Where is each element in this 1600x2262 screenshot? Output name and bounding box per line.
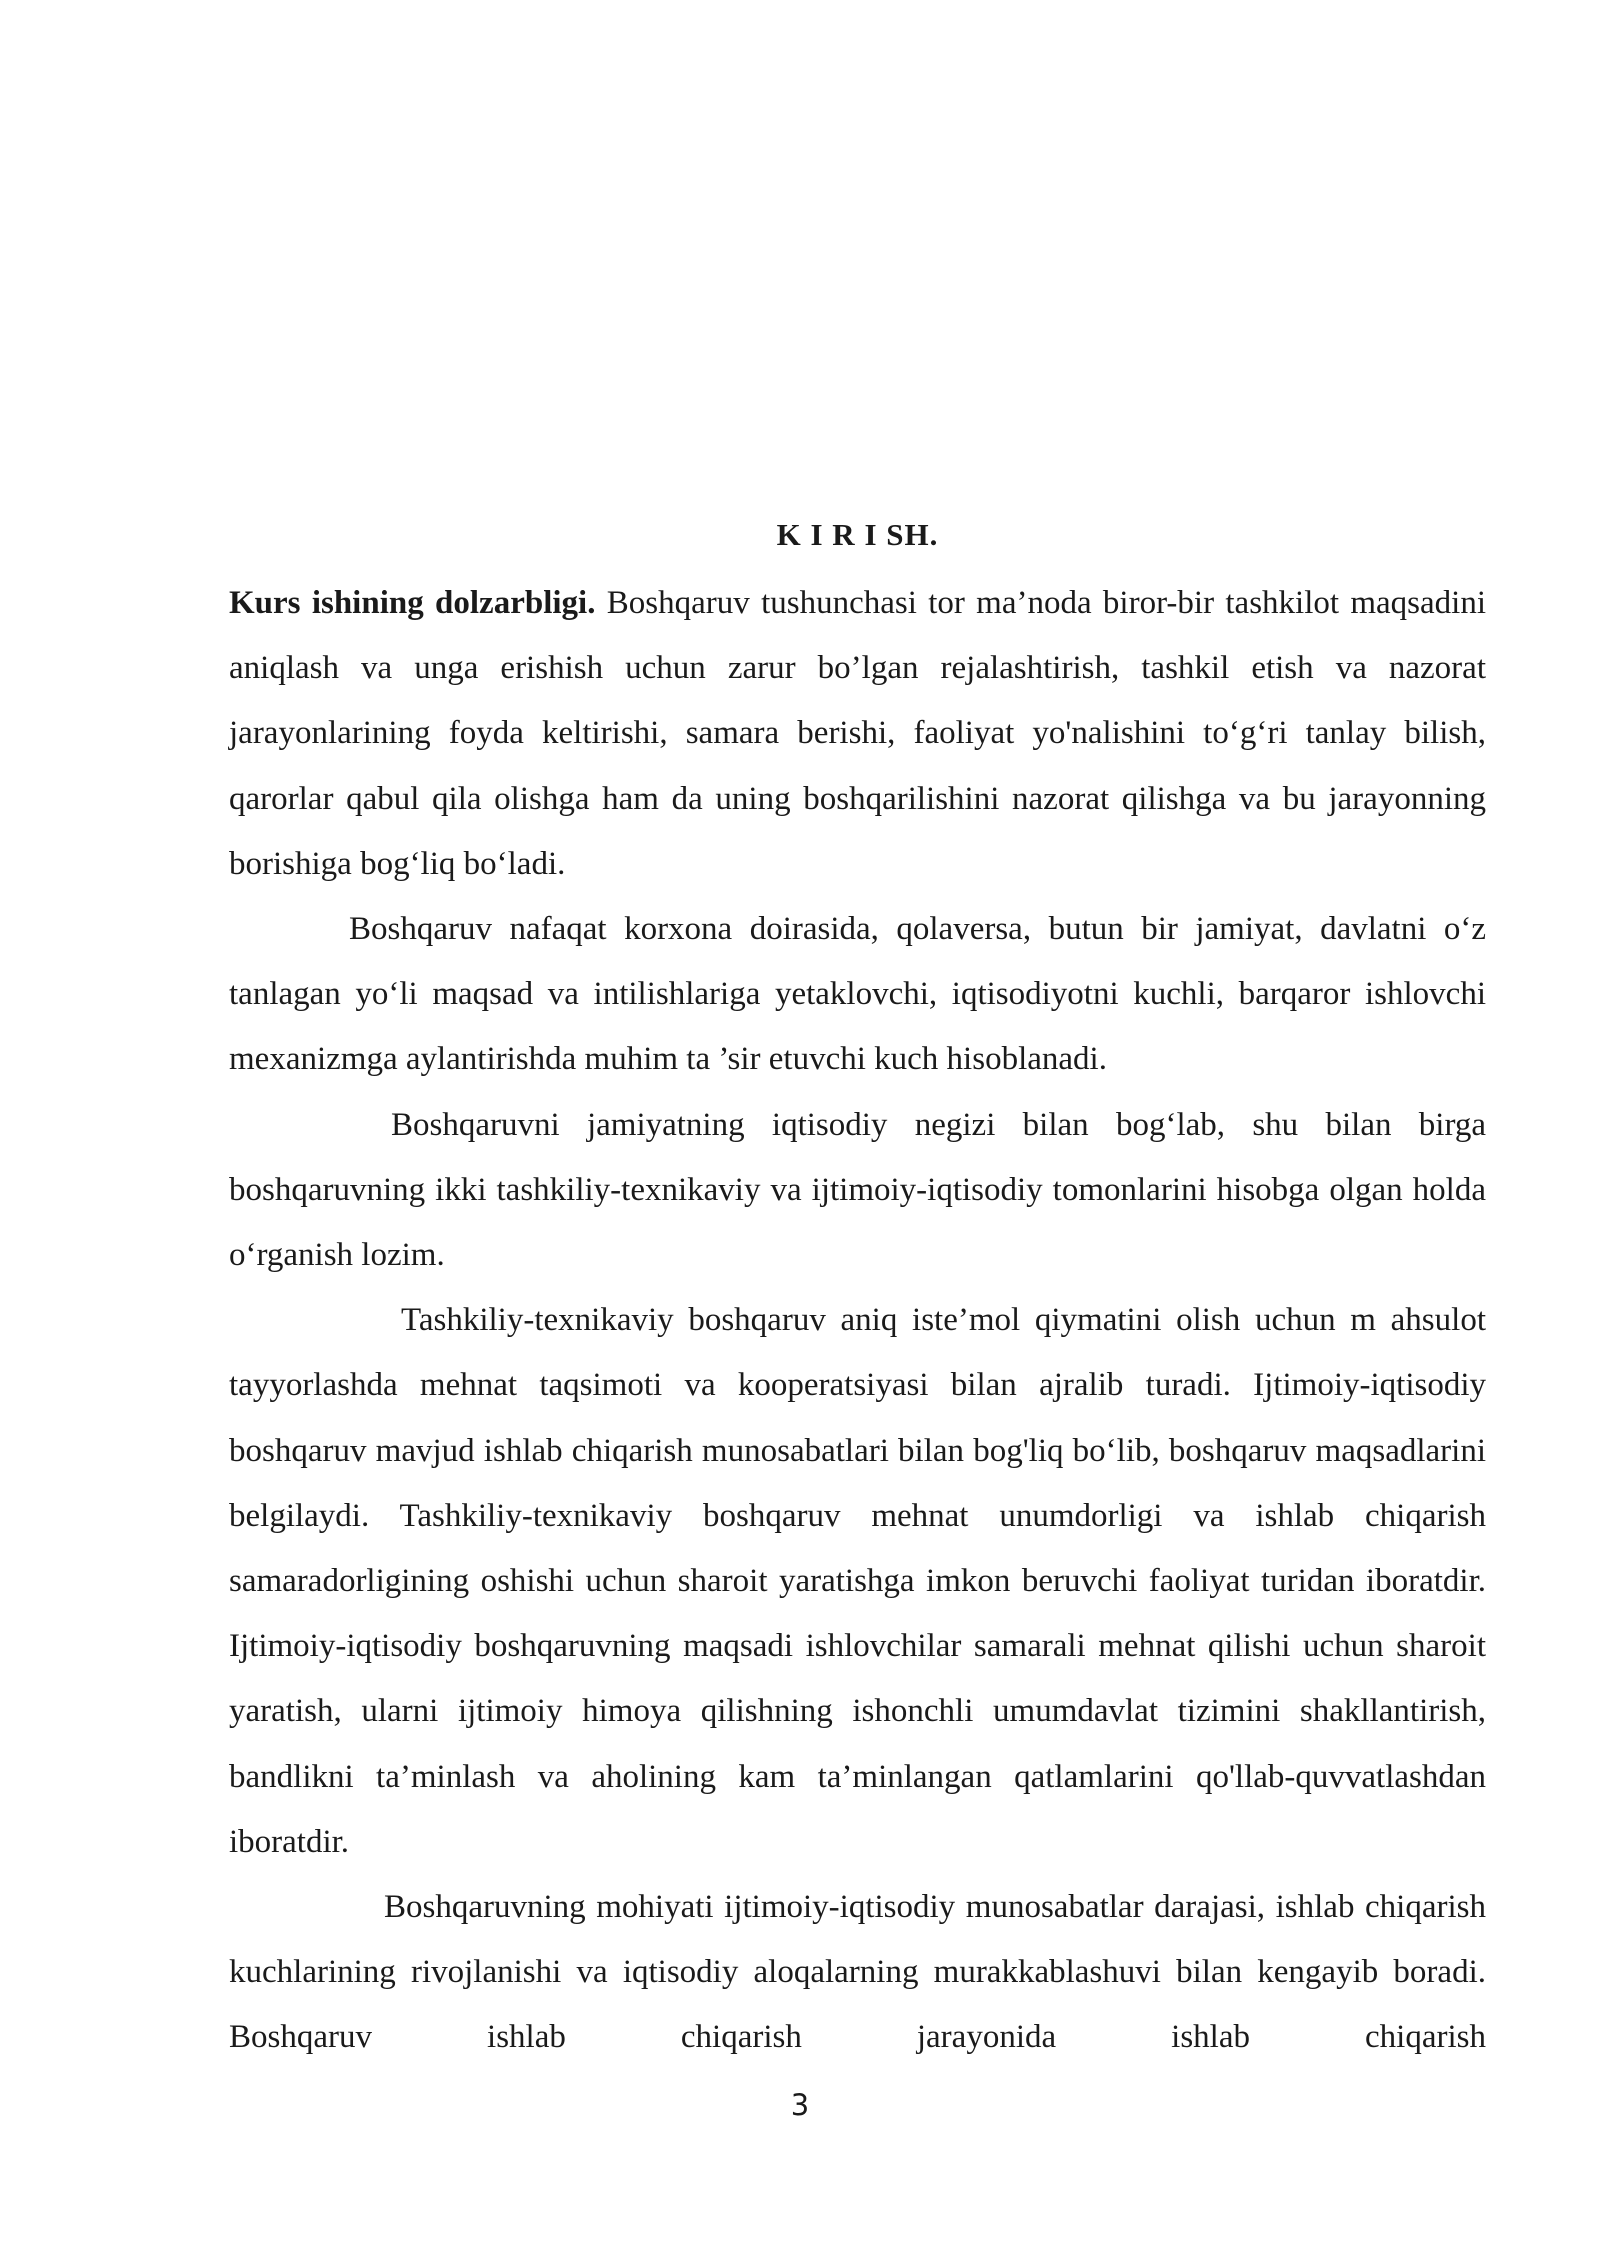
paragraph-economic-basis: Boshqaruvni jamiyatning iqtisodiy negizi bilan bog‘lab, shu bilan birga boshqaruvning ikki tashkiliy-texnikaviy va ijtimoiy-iqtisodiy tomonlarini hisobga olgan holda o‘rganish lozim. [229,1106,1486,1274]
paragraph-essence: Boshqaruvning mohiyati ijtimoiy-iqtisodiy munosabatlar darajasi, ishlab chiqarish kuchlarining rivojlanishi va iqtisodiy aloqalarning murakkablashuvi bilan kengayib boradi. Boshqaruv ishlab chiqarish jarayonida ishlab chiqarish [229,1889,1486,2056]
page-content [229,505,1486,2071]
page-title: K I R I SH. [776,517,939,552]
paragraph-text: Boshqaruv tushunchasi tor ma’noda biror-bir tashkilot maqsadini aniqlash va unga erishish uchun zarur bo’lgan rejalashtirish, tashkil etish va nazorat jarayonlarining foyda keltirishi, samara berishi, faoliyat yo'nalishini to‘g‘ri tanlay bilish, qarorlar qabul qila olishga ham da uning boshqarilishini nazorat qilishga va bu jarayonning borishiga bog‘liq bo‘ladi. [229,585,1486,882]
paragraph-relevance [229,571,1486,897]
paragraph-management-scope: Boshqaruv nafaqat korxona doirasida, qolaversa, butun bir jamiyat, davlatni o‘z tanlagan yo‘li maqsad va intilishlariga yetaklovchi, iqtisodiyotni kuchli, barqaror ishlovchi mexanizmga aylantirishda muhim ta ’sir etuvchi kuch hisoblanadi. [229,911,1486,1078]
page-number: 3 [790,2088,810,2122]
paragraph-technical-social: Tashkiliy-texnikaviy boshqaruv aniq iste’mol qiymatini olish uchun m ahsulot tayyorlashda mehnat taqsimoti va kooperatsiyasi bilan ajralib turadi. Ijtimoiy-iqtisodiy boshqaruv mavjud ishlab chiqarish munosabatlari bilan bog'liq bo‘lib, boshqaruv maqsadlarini belgilaydi. Tashkiliy-texnikaviy boshqaruv mehnat unumdorligi va ishlab chiqarish samaradorligining oshishi uchun sharoit yaratishga imkon beruvchi faoliyat turidan iboratdir. Ijtimoiy-iqtisodiy boshqaruvning maqsadi ishlovchilar samarali mehnat qilishi uchun sharoit yaratish, ularni ijtimoiy himoya qilishning ishonchli umumdavlat tizimini shakllantirish, bandlikni ta’minlash va aholining kam ta’minlangan qatlamlarini qo'llab-quvvatlashdan iboratdir. [229,1302,1486,1860]
paragraph-lead: Kurs ishining dolzarbligi. [229,585,596,621]
